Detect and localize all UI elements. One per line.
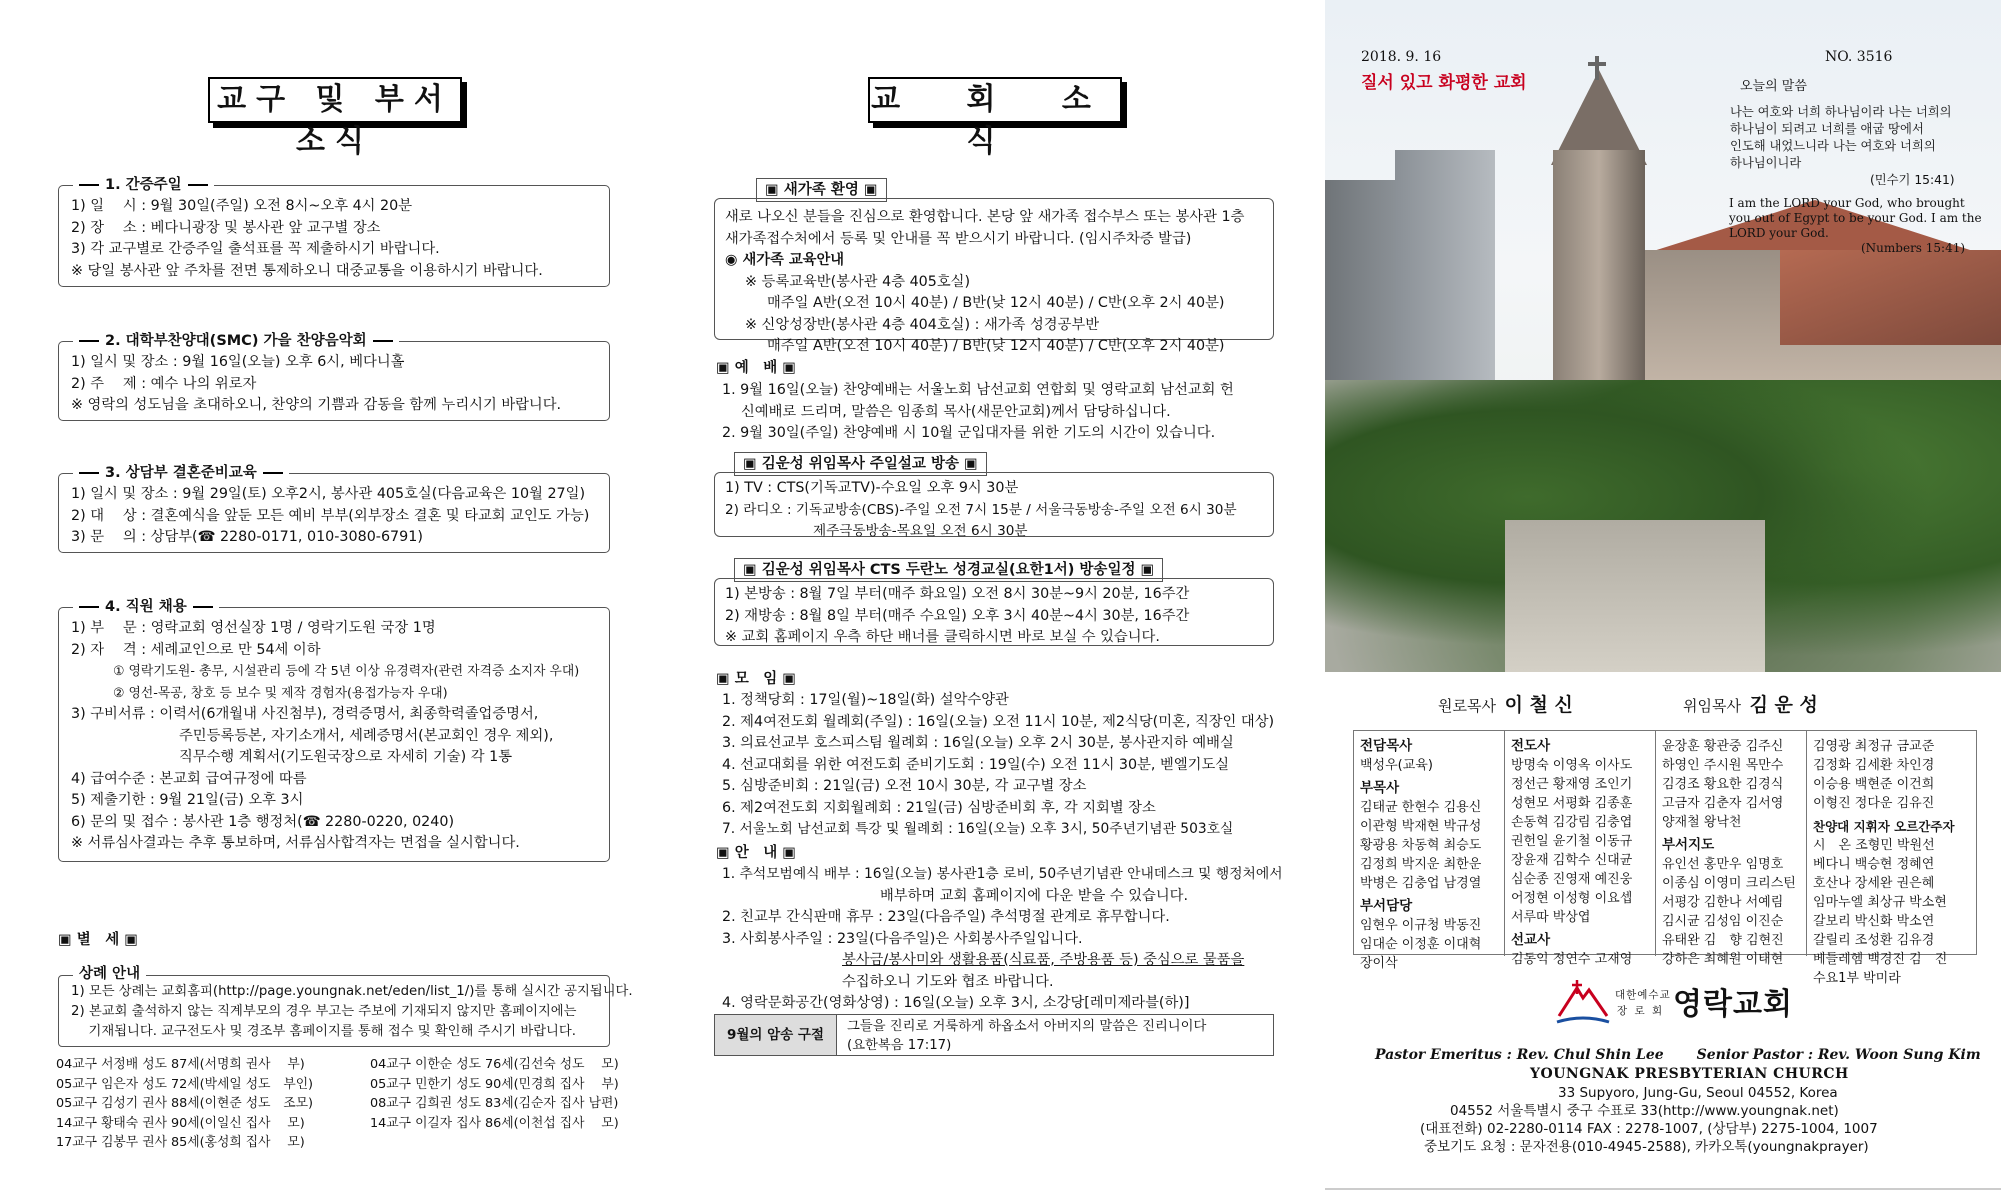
verse-line: LORD your God. [1729, 226, 1829, 240]
staff-names: 고금자 김춘자 김서영 [1662, 796, 1784, 811]
pastor-label: 원로목사 [1438, 697, 1496, 715]
section-testimony-sunday [58, 177, 610, 287]
staff-names: 김영광 최정규 금교준 [1813, 739, 1935, 754]
verse-line: 나는 여호와 너희 하나님이라 나는 너희의 [1730, 105, 1952, 119]
funeral-notice-title: 상례 안내 [73, 964, 146, 984]
info-body [722, 864, 1282, 1015]
text-line: 수집하오니 기도와 협조 바랍니다. [842, 973, 1054, 990]
worship-heading: ▣ 예 배 ▣ [716, 360, 797, 376]
staff-names: 임현우 이규청 박동진 [1360, 918, 1482, 933]
text-line: 제주극동방송-목요일 오전 6시 30분 [813, 523, 1028, 539]
staff-names: 강하은 최혜원 이태현 [1662, 952, 1784, 967]
text-line: 1) 일 시 : 9월 30일(주일) 오전 8시~오후 4시 20분 [71, 198, 413, 214]
text-line: ① 영락기도원- 총무, 시설관리 등에 각 5년 이상 유경력자(관련 자격증 소지자 우대) [113, 664, 580, 679]
pastor-label: 위임목사 [1683, 697, 1741, 715]
verse-ref: (요한복음 17:17) [847, 1038, 952, 1053]
text-line: 4. 선교대회를 위한 여전도회 준비기도회 : 19일(수) 오전 11시 30분, 벧엘기도실 [722, 756, 1230, 773]
worship-body [722, 380, 1282, 445]
text-line: 1) TV : CTS(기독교TV)-수요일 오후 9시 30분 [725, 480, 1019, 496]
staff-names: 서루따 박상엽 [1511, 910, 1591, 925]
obituary-item: 08교구 김희권 성도 83세(김순자 집사 남편) [370, 1096, 619, 1111]
text-line: 2) 대 상 : 결혼예식을 앞둔 모든 예비 부부(외부장소 결혼 및 타교회 교인도 가능) [71, 507, 590, 524]
text-line: ※ 등록교육반(봉사관 4층 405호실) [745, 273, 971, 290]
church-logo-icon [1555, 980, 1611, 1026]
staff-heading: 부서지도 [1662, 837, 1715, 853]
text-line: 새가족접수처에서 등록 및 안내를 꼭 받으시기 바랍니다. (임시주차증 발급) [725, 230, 1192, 247]
obituary-item: 14교구 이길자 집사 86세(이천섭 집사 모) [370, 1115, 619, 1131]
left-page-title: 교구 및 부서소식 [208, 77, 462, 123]
text-line: 기재됩니다. 교구전도사 및 경조부 홈페이지를 통해 접수 및 확인해 주시기 바랍니다. [71, 1024, 576, 1039]
info-heading: ▣ 안 내 ▣ [716, 845, 797, 861]
staff-heading: 선교사 [1511, 932, 1551, 948]
text-line: 2. 9월 30일(주일) 찬양예배 시 10월 군입대자를 위한 기도의 시간이 있습니다. [722, 425, 1216, 441]
staff-names: 임마누엘 최상규 박소현 [1813, 895, 1947, 910]
meetings-body [722, 690, 1282, 841]
text-line: 1) 일시 및 장소 : 9월 29일(토) 오후2시, 봉사관 405호실(다음교육은 10월 27일) [71, 486, 586, 502]
staff-names: 황광용 차동혁 최승도 [1360, 838, 1482, 853]
verse-line: you out of Egypt to be your God. I am the [1729, 211, 1982, 225]
staff-names: 이관형 박재현 박규성 [1360, 819, 1482, 834]
staff-names: 베들레헴 백경진 김 진 [1813, 952, 1948, 967]
text-line: ※ 서류심사결과는 추후 통보하며, 서류심사합격자는 면접을 실시합니다. [71, 835, 520, 851]
text-line: 3) 문 의 : 상담부(☎ 2280-0171, 010-3080-6791) [71, 529, 423, 545]
text-line: 4. 영락문화공간(영화상영) : 16일(오늘) 오후 3시, 소강당[레미제라블(하)] [722, 995, 1190, 1011]
staff-names: 김시균 김성임 이진순 [1662, 914, 1784, 929]
obituary-heading: ▣ 별 세 ▣ [58, 932, 139, 948]
text-line: 2) 라디오 : 기독교방송(CBS)-주일 오전 7시 15분 / 서울극동방송-주일 오전 6시 30분 [725, 501, 1237, 518]
verse-line: 하나님이 되려고 너희를 애굽 땅에서 [1730, 122, 1924, 136]
section-smc-concert [58, 333, 610, 421]
text-line: 2) 주 제 : 예수 나의 위로자 [71, 375, 257, 392]
staff-names: 김정화 김세환 차인경 [1813, 758, 1935, 773]
staff-names: 시 온 조형민 박원선 [1813, 838, 1935, 853]
church-motto: 질서 있고 화평한 교회 [1361, 73, 1527, 93]
staff-names: 박병은 김충업 남경열 [1360, 876, 1482, 891]
obituary-list-left [56, 1055, 313, 1153]
staff-heading: 부목사 [1360, 780, 1400, 796]
text-line: 3) 각 교구별로 간증주일 출석표를 꼭 제출하시기 바랍니다. [71, 241, 440, 257]
church-english-name: YOUNGNAK PRESBYTERIAN CHURCH [1530, 1066, 1849, 1082]
broadcast-box [714, 472, 1274, 537]
verse: 그들을 진리로 거룩하게 하옵소서 아버지의 말씀은 진리니이다 [847, 1019, 1207, 1034]
staff-names: 정선근 황재영 조인기 [1511, 777, 1633, 792]
staff-names: 베다니 백승현 정혜연 [1813, 857, 1935, 872]
obituary-item: 05교구 임은자 성도 72세(박세일 성도 부인) [56, 1076, 314, 1092]
text-line: 7. 서울노회 남선교회 특강 및 월례회 : 16일(오늘) 오후 3시, 50주년기념관 503호실 [722, 821, 1234, 837]
staff-names: 호산나 장세완 권은혜 [1813, 876, 1935, 891]
staff-column-3 [1656, 731, 1807, 967]
staff-names: 하영인 주시원 목만수 [1662, 758, 1784, 773]
church-photo [1325, 0, 2001, 672]
logo-denomination: 장 로 회 [1617, 1005, 1665, 1017]
staff-heading: 전도사 [1511, 738, 1551, 754]
staff-names: 권헌일 윤기철 이동규 [1511, 834, 1633, 849]
broadcast-heading: ▣ 김운성 위임목사 주일설교 방송 ▣ [734, 452, 987, 476]
obituary-list-right [370, 1055, 619, 1133]
funeral-notice-box [58, 966, 633, 1047]
staff-names: 장이삭 [1360, 956, 1398, 971]
section-job-hiring [58, 599, 610, 862]
text-line: 신예배로 드리며, 말씀은 임종희 목사(새문안교회)께서 담당하십니다. [741, 403, 1171, 420]
staff-names: 유인선 홍만우 임명호 [1662, 857, 1784, 872]
church-logo [1555, 980, 1805, 1030]
section-title: 1. 간증주일 [73, 175, 214, 195]
text-line: 2. 제4여전도회 월례회(주일) : 16일(오늘) 오전 11시 10분, 제2식당(미혼, 직장인 대상) [722, 713, 1275, 730]
pastor-name: 이 철 신 [1504, 694, 1573, 716]
staff-names: 이종심 이영미 크리스틴 [1662, 876, 1796, 891]
text-line: 매주일 A반(오전 10시 40분) / B반(낮 12시 40분) / C반(오후 2시 40분) [767, 338, 1225, 354]
section-title: 4. 직원 채용 [73, 597, 219, 617]
text-line: 1. 정책당회 : 17일(월)~18일(화) 설악수양관 [722, 692, 1009, 708]
text-line: 4) 급여수준 : 본교회 급여규정에 따름 [71, 770, 307, 787]
staff-names: 백성우(교육) [1360, 758, 1433, 773]
staff-names: 임대순 이정훈 이대혁 [1360, 937, 1482, 952]
text-line: 3. 사회봉사주일 : 23일(다음주일)은 사회봉사주일입니다. [722, 930, 1083, 947]
text-line: 2) 재방송 : 8월 8일 부터(매주 수요일) 오후 3시 40분~4시 30분, 16주간 [725, 607, 1190, 624]
text-line: 3. 의료선교부 호스피스팀 월례회 : 16일(오늘) 오후 2시 30분, 봉사관지하 예배실 [722, 735, 1234, 751]
staff-names: 김태균 한현수 김용신 [1360, 800, 1482, 815]
text-line: ② 영선-목공, 창호 등 보수 및 제작 경험자(용접가능자 우대) [113, 685, 448, 701]
text-line: 2) 자 격 : 세례교인으로 만 54세 이하 [71, 641, 321, 658]
memory-verse-box [714, 1014, 1274, 1056]
section-title: 3. 상담부 결혼준비교육 [73, 463, 289, 483]
text-line: ※ 신앙성장반(봉사관 4층 404호실) : 새가족 성경공부반 [745, 316, 1100, 333]
cts-box [714, 578, 1274, 646]
text-line: 1) 부 문 : 영락교회 영선실장 1명 / 영락기도원 국장 1명 [71, 620, 436, 636]
staff-names: 윤장훈 황관중 김주신 [1662, 739, 1784, 754]
pastor-emeritus [1438, 692, 1573, 718]
bulletin-date: 2018. 9. 16 [1361, 49, 1442, 65]
meetings-heading: ▣ 모 임 ▣ [716, 671, 797, 687]
staff-names: 갈보리 박신화 박소연 [1813, 914, 1935, 929]
text-line: 3) 구비서류 : 이력서(6개월내 사진첨부), 경력증명서, 최종학력졸업증명서, [71, 706, 539, 722]
staff-names: 성현모 서평화 김종훈 [1511, 796, 1633, 811]
text-line: 주민등록등본, 자기소개서, 세례증명서(본교회인 경우 제외), [179, 727, 554, 744]
text-line: 새로 나오신 분들을 진심으로 환영합니다. 본당 앞 새가족 접수부스 또는 봉사관 1층 [725, 209, 1245, 225]
staff-heading: 찬양대 지휘자 오르간주자 [1813, 819, 1955, 834]
pastor-name: 김 운 성 [1749, 694, 1818, 716]
staff-names: 수요1부 박미라 [1813, 971, 1901, 986]
logo-denomination: 대한예수교 [1615, 989, 1671, 1001]
today-word-english [1729, 196, 1982, 241]
staff-column-4 [1807, 731, 1978, 986]
verse-line: 인도해 내었느니라 나는 여호와 너희의 [1730, 139, 1936, 153]
obituary-item: 14교구 황태숙 권사 90세(이일신 집사 모) [56, 1115, 305, 1131]
text-line: 6. 제2여전도회 지회월례회 : 21일(금) 심방준비회 후, 각 지회별 장소 [722, 799, 1156, 816]
church-phone: (대표전화) 02-2280-0114 FAX : 2278-1007, (상담부) 2275-1004, 1007 [1420, 1121, 1878, 1137]
church-address-korean: 04552 서울특별시 중구 수표로 33(http://www.youngnak.net) [1450, 1103, 1839, 1119]
staff-names: 갈릴리 조성환 김유경 [1813, 933, 1935, 948]
obituary-item: 17교구 김봉무 권사 85세(홍성희 집사 모) [56, 1135, 305, 1150]
staff-names: 유태완 김 향 김현진 [1662, 933, 1784, 948]
logo-church-name: 영락교회 [1673, 987, 1793, 1022]
staff-heading: 부서담당 [1360, 898, 1413, 914]
text-line: 2) 본교회 출석하지 않는 직계부모의 경우 부고는 주보에 기재되지 않지만 홈페이지에는 [71, 1004, 577, 1019]
obituary-item: 04교구 서정배 성도 87세(서명희 권사 부) [56, 1057, 305, 1072]
memory-verse-text [837, 1015, 1216, 1055]
new-family-box [714, 198, 1274, 354]
text-line: 매주일 A반(오전 10시 40분) / B반(낮 12시 40분) / C반(오후 2시 40분) [767, 295, 1225, 311]
staff-names: 어정현 이성형 이요셉 [1511, 891, 1633, 906]
today-word-korean-ref: (민수기 15:41) [1870, 173, 1955, 187]
staff-names: 이형진 정다운 김유진 [1813, 796, 1935, 811]
pastors-english: Pastor Emeritus : Rev. Chul Shin Lee Senior Pastor : Rev. Woon Sung Kim [1375, 1047, 1981, 1063]
bulletin-number: NO. 3516 [1825, 49, 1893, 65]
text-line: 2. 친교부 간식판매 휴무 : 23일(다음주일) 추석명절 관계로 휴무합니다. [722, 909, 1170, 925]
text-line: ※ 교회 홈페이지 우측 하단 배너를 클릭하시면 바로 보실 수 있습니다. [725, 629, 1160, 645]
staff-names: 장윤재 김학수 신대균 [1511, 853, 1633, 868]
church-address-english: 33 Supyoro, Jung-Gu, Seoul 04552, Korea [1558, 1085, 1838, 1101]
verse-line: I am the LORD your God, who brought [1729, 196, 1965, 210]
obituary-item: 05교구 김성기 권사 88세(이현준 성도 조모) [56, 1096, 314, 1111]
senior-pastor [1683, 692, 1818, 718]
staff-names: 손동혁 김강림 김충엽 [1511, 815, 1633, 830]
text-line: ※ 영락의 성도님을 초대하오니, 찬양의 기쁨과 감동을 함께 누리시기 바랍니다. [71, 397, 562, 413]
staff-names: 서평강 김한나 서예림 [1662, 895, 1784, 910]
staff-column-2 [1505, 731, 1656, 967]
verse-line: 하나님이니라 [1730, 156, 1802, 170]
obituary-item: 04교구 이한순 성도 76세(김선숙 성도 모) [370, 1057, 619, 1072]
staff-names: 방명숙 이영옥 이사도 [1511, 758, 1633, 773]
text-line: 1. 9월 16일(오늘) 찬양예배는 서울노회 남선교회 연합회 및 영락교회 남선교회 헌 [722, 382, 1234, 398]
cts-heading: ▣ 김운성 위임목사 CTS 두란노 성경교실(요한1서) 방송일정 ▣ [734, 558, 1163, 582]
text-line: 5) 제출기한 : 9월 21일(금) 오후 3시 [71, 792, 304, 808]
text-line: 1) 본방송 : 8월 7일 부터(매주 화요일) 오전 8시 30분~9시 20분, 16주간 [725, 586, 1190, 602]
staff-heading: 전담목사 [1360, 738, 1413, 754]
today-word-title: 오늘의 말씀 [1740, 79, 1807, 94]
text-line: 5. 심방준비회 : 21일(금) 오전 10시 30분, 각 교구별 장소 [722, 778, 1087, 794]
today-word-korean [1730, 104, 1951, 172]
obituary-item: 05교구 민한기 성도 90세(민경희 집사 부) [370, 1076, 619, 1092]
staff-names: 양재철 왕낙천 [1662, 815, 1742, 830]
bottom-rule [1325, 1188, 2001, 1190]
staff-names: 김정희 박지운 최한운 [1360, 857, 1482, 872]
section-wedding-education [58, 465, 610, 553]
prayer-request: 중보기도 요청 : 문자전용(010-4945-2588), 카카오톡(youngnakprayer) [1424, 1139, 1869, 1155]
text-line: 봉사금/봉사미와 생활용품(식료품, 주방용품 등) 중심으로 물품을 [842, 952, 1245, 968]
text-line: 2) 장 소 : 베다니광장 및 봉사관 앞 교구별 장소 [71, 219, 381, 236]
today-word-english-ref: (Numbers 15:41) [1861, 241, 1966, 255]
text-line: 직무수행 계획서(기도원국장으로 자세히 기술) 각 1통 [179, 749, 512, 765]
text-line: ※ 당일 봉사관 앞 주차를 전면 통제하오니 대중교통을 이용하시기 바랍니다. [71, 262, 543, 279]
staff-names: 김경조 황요한 김경식 [1662, 777, 1784, 792]
text-line: 1) 일시 및 장소 : 9월 16일(오늘) 오후 6시, 베다니홀 [71, 354, 405, 370]
staff-names: 김동익 정연수 고재영 [1511, 952, 1633, 967]
text-line: 1) 모든 상례는 교회홈피(http://page.youngnak.net/eden/list_1/)를 통해 실시간 공지됩니다. [71, 984, 633, 999]
new-family-heading: ▣ 새가족 환영 ▣ [756, 178, 887, 202]
text-line: 1. 추석모범예식 배부 : 16일(오늘) 봉사관1층 로비, 50주년기념관 안내데스크 및 행정처에서 [722, 866, 1283, 882]
staff-directory [1353, 730, 1977, 986]
memory-verse-label: 9월의 암송 구절 [715, 1015, 837, 1055]
section-title: 2. 대학부찬양대(SMC) 가을 찬양음악회 [73, 331, 399, 351]
staff-names: 심순종 진영재 예진웅 [1511, 872, 1633, 887]
middle-page-title: 교 회 소 식 [868, 77, 1122, 123]
text-line: 6) 문의 및 접수 : 봉사관 1층 행정처(☎ 2280-0220, 0240) [71, 813, 455, 830]
staff-column-1 [1354, 731, 1505, 971]
text-line: ◉ 새가족 교육안내 [725, 252, 845, 268]
text-line: 배부하며 교회 홈페이지에 다운 받을 수 있습니다. [880, 887, 1189, 904]
staff-names: 이승용 백현준 이건희 [1813, 777, 1935, 792]
